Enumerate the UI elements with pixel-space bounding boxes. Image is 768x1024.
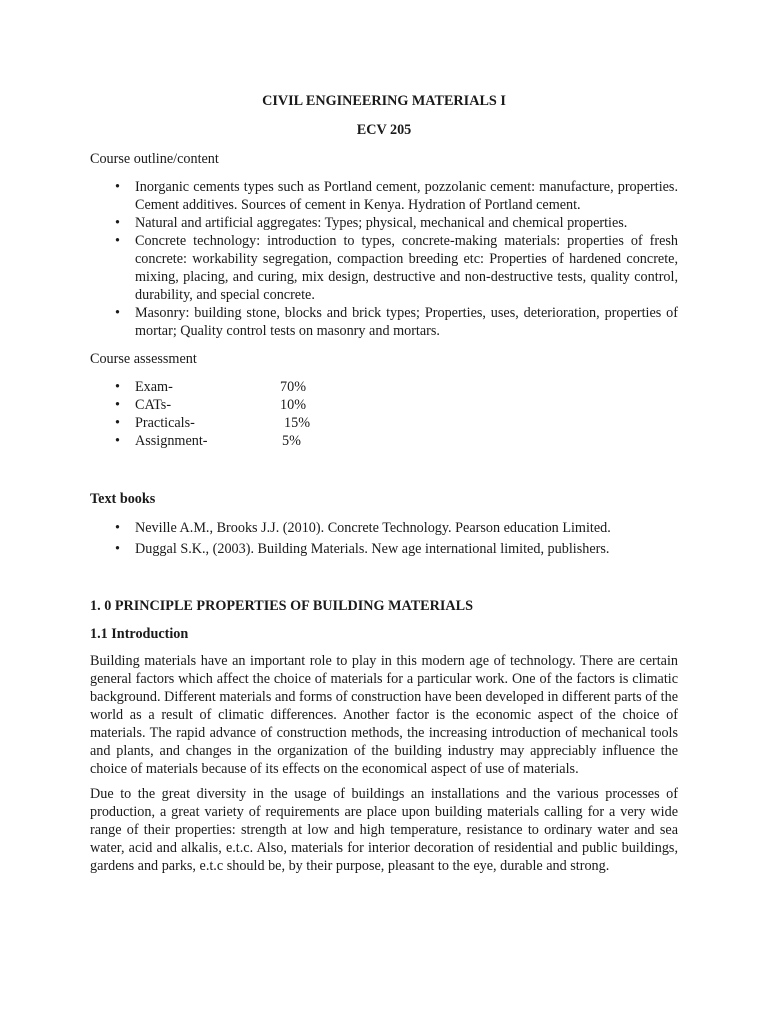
outline-heading: Course outline/content: [90, 151, 219, 167]
assessment-item: [90, 414, 678, 432]
list-item: • Natural and artificial aggregates: Types; physical, mechanical and chemical properties.: [115, 215, 628, 231]
textbooks-heading: Text books: [90, 491, 156, 507]
intro-paragraph-1: Building materials have an important role to play in this modern age of technology. There are certain general factors which affect the choice of materials for a particular work. One of the factors is climatic background. Different materials and forms of construction have been developed in different parts of the world as a result of climatic differences. Another factor is the economic aspect of the choice of materials. The rapid advance of construction methods, the increasing introduction of mechanical tools and plants, and changes in the organization of the building industry may appreciably influence the choice of materials because of its effects on the economical aspect of use of materials.: [90, 653, 678, 777]
assessment-value: 5%: [282, 433, 301, 449]
course-code: ECV 205: [356, 122, 412, 138]
bullet-icon: •: [115, 541, 120, 557]
bullet-icon: •: [115, 415, 120, 431]
assessment-value: 15%: [284, 415, 311, 431]
assessment-list: [90, 378, 678, 450]
bullet-icon: •: [115, 179, 120, 195]
assessment-label: Exam-: [135, 379, 173, 395]
document-title: CIVIL ENGINEERING MATERIALS I: [262, 93, 506, 109]
list-item: • Duggal S.K., (2003). Building Materials. New age international limited, publishers.: [115, 541, 610, 557]
list-item: • Masonry: building stone, blocks and brick types; Properties, uses, deterioration, properties of mortar; Quality control tests on masonry and mortars.: [115, 305, 678, 339]
bullet-icon: •: [115, 215, 120, 231]
assessment-item: [90, 432, 678, 450]
list-item: • Concrete technology: introduction to types, concrete-making materials: properties of fresh concrete: workability segregation, compaction breeding etc: Properties of hardened concrete, mixing, placing, and curing, mix design, destructive and non-destructive tests, quality control, durability, and special concrete.: [115, 233, 678, 303]
list-item: • Neville A.M., Brooks J.J. (2010). Concrete Technology. Pearson education Limited.: [115, 520, 611, 536]
bullet-icon: •: [115, 397, 120, 413]
bullet-icon: •: [115, 433, 120, 449]
assessment-heading: Course assessment: [90, 351, 197, 367]
assessment-value: 70%: [280, 379, 307, 395]
section-subheading: 1.1 Introduction: [90, 626, 189, 642]
section-heading: 1. 0 PRINCIPLE PROPERTIES OF BUILDING MATERIALS: [90, 598, 474, 614]
textbooks-list: [90, 519, 678, 558]
assessment-label: Practicals-: [135, 415, 195, 431]
assessment-value: 10%: [280, 397, 307, 413]
assessment-label: CATs-: [135, 397, 172, 413]
bullet-icon: •: [115, 305, 120, 321]
assessment-item: [90, 378, 678, 396]
bullet-icon: •: [115, 379, 120, 395]
assessment-label: Assignment-: [135, 433, 208, 449]
bullet-icon: •: [115, 233, 120, 249]
outline-list: [90, 178, 678, 340]
bullet-icon: •: [115, 520, 120, 536]
list-item: • Inorganic cements types such as Portland cement, pozzolanic cement: manufacture, properties. Cement additives. Sources of cement in Kenya. Hydration of Portland cement.: [115, 179, 678, 213]
assessment-item: [90, 396, 678, 414]
intro-paragraph-2: Due to the great diversity in the usage of buildings an installations and the various processes of production, a great variety of requirements are place upon building materials calling for a very wide range of their properties: strength at low and high temperature, resistance to ordinary water and sea water, acid and alkalis, e.t.c. Also, materials for interior decoration of residential and public buildings, gardens and parks, e.t.c should be, by their purpose, pleasant to the eye, durable and strong.: [90, 786, 678, 874]
